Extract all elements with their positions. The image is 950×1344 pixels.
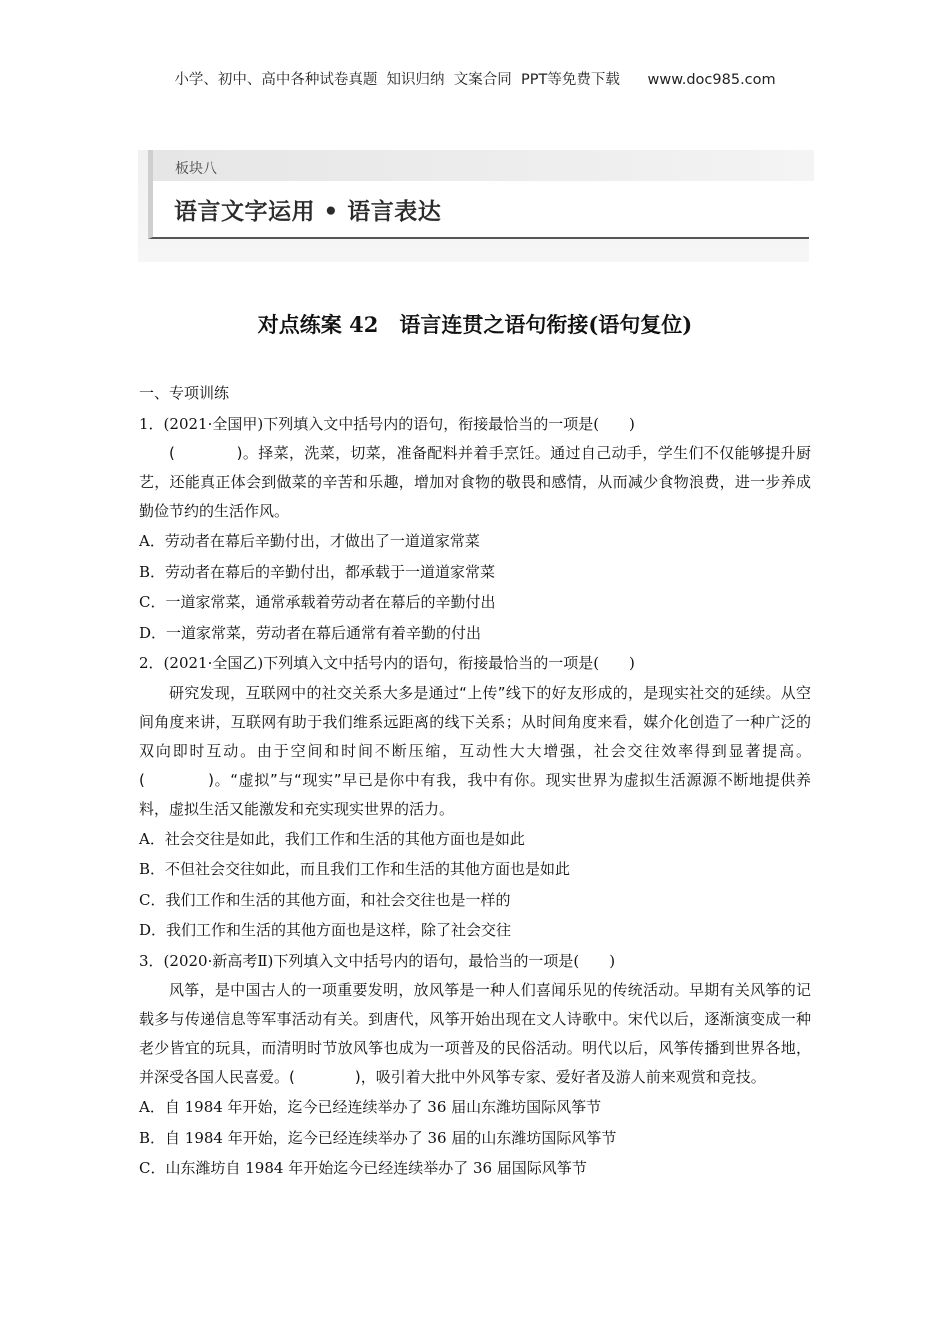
option-d: D．一道家常菜，劳动者在幕后通常有着辛勤的付出 (139, 623, 482, 642)
banner-title: 语言文字运用 • 语言表达 (174, 199, 442, 225)
option-c: C．山东潍坊自 1984 年开始迄今已经连续举办了 36 届国际风筝节 (139, 1159, 587, 1177)
question-2 (139, 648, 811, 946)
question-passage: ( )。择菜，洗菜，切菜，准备配料并着手烹饪。通过自己动手，学生们不仅能够提升厨艺，还能真正体会到做菜的辛苦和乐趣，增加对食物的敬畏和感情，从而减少食物浪费，进一步养成勤俭节约的生活作风。 (139, 444, 811, 520)
exercise-content (139, 378, 811, 1184)
option-c: C．一道家常菜，通常承载着劳动者在幕后的辛勤付出 (139, 593, 496, 611)
question-stem: 2．(2021·全国乙)下列填入文中括号内的语句，衔接最恰当的一项是( ) (139, 654, 635, 672)
option-a: A．自 1984 年开始，迄今已经连续举办了 36 届山东潍坊国际风筝节 (139, 1098, 602, 1116)
option-c: C．我们工作和生活的其他方面，和社会交往也是一样的 (139, 890, 511, 909)
question-1 (139, 409, 811, 649)
question-passage: 风筝，是中国古人的一项重要发明，放风筝是一种人们喜闻乐见的传统活动。早期有关风筝的记载多与传递信息等军事活动有关。到唐代，风筝开始出现在文人诗歌中。宋代以后，逐渐演变成一种老少皆宜的玩具，而清明时节放风筝也成为一项普及的民俗活动。明代以后，风筝传播到世界各地，并深受各国人民喜爱。( )，吸引着大批中外风筝专家、爱好者及游人前来观赏和竞技。 (139, 981, 811, 1086)
banner-box (148, 181, 809, 239)
section-banner (138, 150, 809, 262)
banner-label: 板块八 (175, 161, 217, 177)
question-stem: 1．(2021·全国甲)下列填入文中括号内的语句，衔接最恰当的一项是( ) (139, 414, 635, 433)
question-stem: 3．(2020·新高考Ⅱ)下列填入文中括号内的语句，最恰当的一项是( ) (139, 951, 616, 970)
page-title: 对点练案 42 语言连贯之语句衔接(语句复位) (257, 312, 693, 337)
question-3 (139, 946, 811, 1184)
section-heading: 一、专项训练 (139, 384, 230, 402)
page-header: 小学、初中、高中各种试卷真题 知识归纳 文案合同 PPT等免费下载 www.doc985.com (174, 72, 776, 88)
option-b: B．劳动者在幕后的辛勤付出，都承载于一道道家常菜 (139, 562, 496, 581)
option-b: B．不但社会交往如此，而且我们工作和生活的其他方面也是如此 (139, 860, 571, 878)
option-d: D．我们工作和生活的其他方面也是这样，除了社会交往 (139, 921, 512, 939)
banner-tab (148, 150, 814, 181)
question-passage: 研究发现，互联网中的社交关系大多是通过“上传”线下的好友形成的，是现实社交的延续。从空间角度来讲，互联网有助于我们维系远距离的线下关系；从时间角度来看，媒介化创造了一种广泛的双向即时互动。由于空间和时间不断压缩，互动性大大增强，社会交往效率得到显著提高。( )。“虚拟”与“现实”早已是你中有我，我中有你。现实世界为虚拟生活源源不断地提供养料，虚拟生活又能激发和充实现实世界的活力。 (139, 683, 811, 818)
option-b: B．自 1984 年开始，迄今已经连续举办了 36 届的山东潍坊国际风筝节 (139, 1128, 617, 1147)
option-a: A．社会交往是如此，我们工作和生活的其他方面也是如此 (139, 829, 525, 848)
option-a: A．劳动者在幕后辛勤付出，才做出了一道道家常菜 (139, 532, 480, 550)
